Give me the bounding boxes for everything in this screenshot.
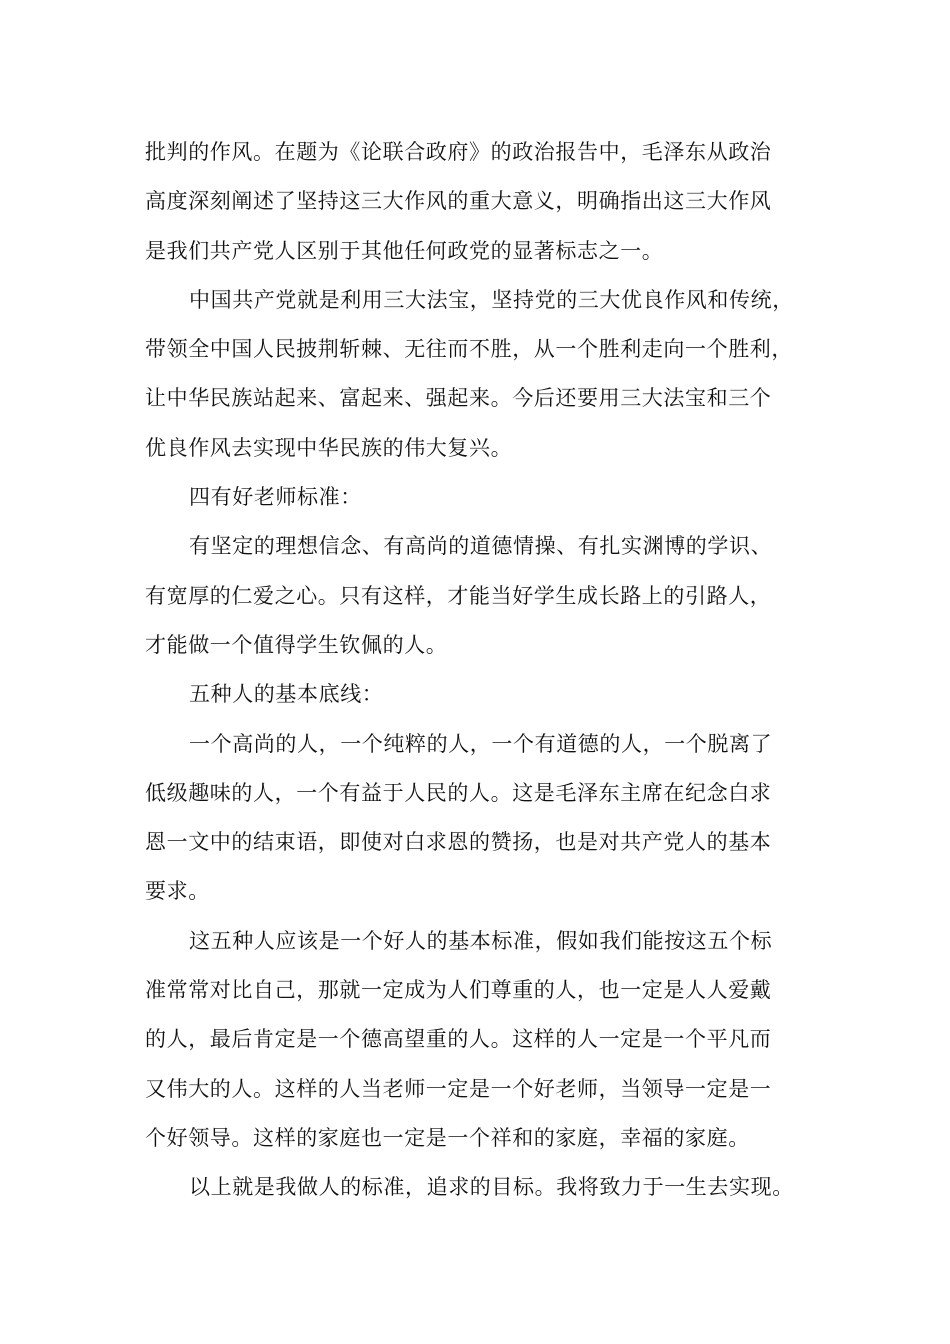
text-line: 有宽厚的仁爱之心。只有这样，才能当好学生成长路上的引路人，: [145, 583, 772, 608]
text-line: 准常常对比自己，那就一定成为人们尊重的人，也一定是人人爱戴: [145, 978, 772, 1003]
text-line: 是我们共产党人区别于其他任何政党的显著标志之一。: [145, 238, 664, 263]
paragraph-start-line: 中国共产党就是利用三大法宝，坚持党的三大优良作风和传统，: [189, 287, 794, 312]
text-line: 优良作风去实现中华民族的伟大复兴。: [145, 435, 513, 460]
text-line: 低级趣味的人，一个有益于人民的人。这是毛泽东主席在纪念白求: [145, 780, 772, 805]
text-line: 让中华民族站起来、富起来、强起来。今后还要用三大法宝和三个: [145, 386, 772, 411]
text-line: 恩一文中的结束语，即使对白求恩的赞扬，也是对共产党人的基本: [145, 830, 772, 855]
section-heading: 四有好老师标准：: [189, 485, 362, 510]
text-line: 批判的作风。在题为《论联合政府》的政治报告中，毛泽东从政治: [145, 140, 772, 164]
section-heading: 五种人的基本底线：: [189, 682, 384, 707]
paragraph-start-line: 有坚定的理想信念、有高尚的道德情操、有扎实渊博的学识、: [189, 534, 773, 559]
document-body: [145, 128, 815, 1213]
paragraph-start-line: 以上就是我做人的标准，追求的目标。我将致力于一生去实现。: [189, 1175, 794, 1200]
text-line: 带领全中国人民披荆斩棘、无往而不胜，从一个胜利走向一个胜利，: [145, 337, 793, 362]
text-line: 要求。: [145, 879, 210, 904]
text-line: 的人，最后肯定是一个德高望重的人。这样的人一定是一个平凡而: [145, 1027, 772, 1052]
text-line: 才能做一个值得学生钦佩的人。: [145, 632, 448, 657]
text-line: 个好领导。这样的家庭也一定是一个祥和的家庭，幸福的家庭。: [145, 1125, 750, 1150]
paragraph-start-line: 一个高尚的人，一个纯粹的人，一个有道德的人，一个脱离了: [189, 731, 773, 756]
text-line: 又伟大的人。这样的人当老师一定是一个好老师，当领导一定是一: [145, 1076, 772, 1101]
text-line: 高度深刻阐述了坚持这三大作风的重大意义，明确指出这三大作风: [145, 189, 772, 214]
paragraph-start-line: 这五种人应该是一个好人的基本标准，假如我们能按这五个标: [189, 928, 773, 953]
